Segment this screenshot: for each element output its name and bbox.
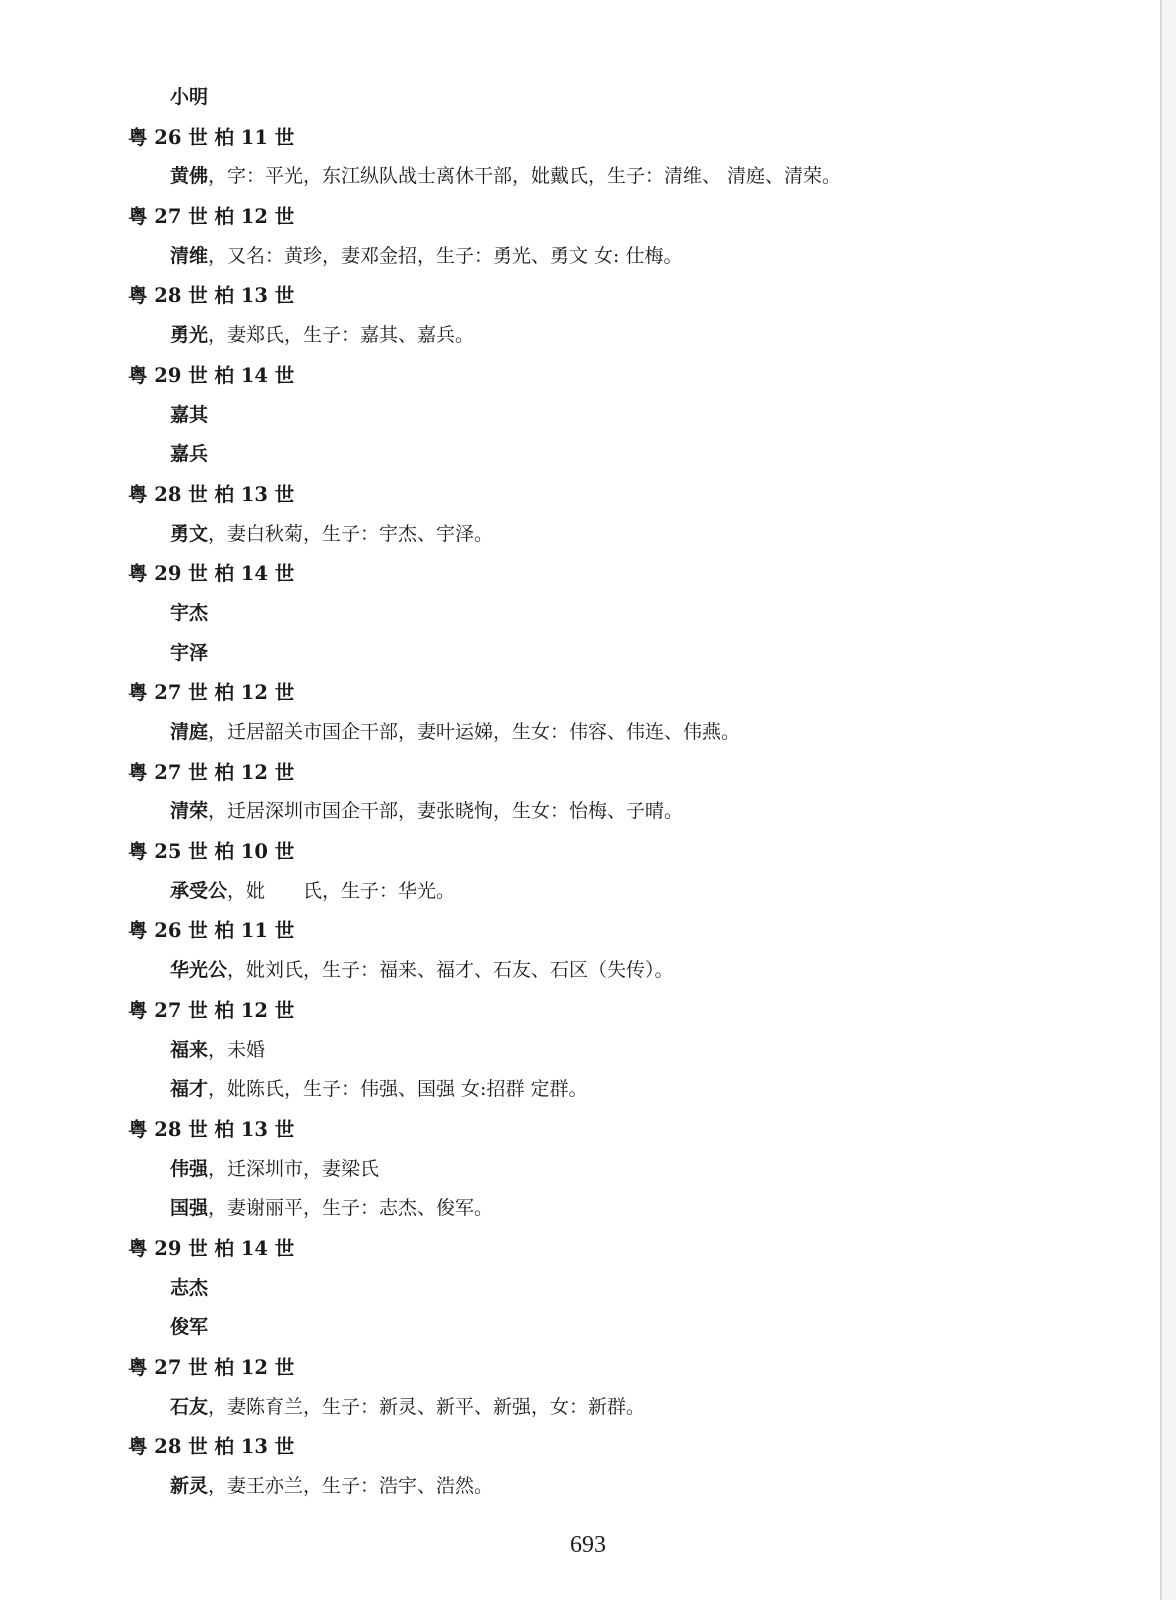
person-entry [0, 713, 1150, 753]
person-description: ，妻郑氏，生子：嘉其、嘉兵。 [208, 324, 475, 347]
person-description: ，妣刘氏，生子：福来、福才、石友、石区（失传）。 [227, 959, 674, 982]
generation-heading: 粤 27 世 柏 12 世 [128, 760, 295, 784]
person-description: ，迁居韶关市国企干部，妻叶运娣，生女：伟容、伟连、伟燕。 [208, 721, 741, 743]
person-entry [0, 157, 1150, 197]
person-description: ，字：平光，东江纵队战士离休干部，妣戴氏，生子：清维、 清庭、清荣。 [208, 165, 842, 188]
person-name: 嘉其 [170, 403, 209, 426]
person-name: 华光公 [170, 959, 228, 982]
generation-heading: 粤 29 世 柏 14 世 [128, 562, 295, 586]
generation-heading: 粤 28 世 柏 13 世 [128, 284, 295, 308]
person-name: 小明 [170, 86, 209, 108]
generation-heading: 粤 29 世 柏 14 世 [128, 363, 295, 387]
person-name: 宇杰 [170, 601, 209, 624]
person-description: ，迁居深圳市国企干部，妻张晓恂，生女：怡梅、子晴。 [208, 800, 684, 823]
person-name: 宇泽 [170, 641, 209, 664]
person-description: ，妻白秋菊，生子：宇杰、宇泽。 [208, 522, 494, 545]
person-entry [0, 951, 1150, 991]
person-name: 清庭 [170, 721, 209, 743]
person-description: ，妻王亦兰，生子：浩宇、浩然。 [208, 1475, 494, 1498]
person-entry [0, 594, 1150, 634]
generation-heading: 粤 26 世 柏 11 世 [128, 125, 295, 149]
person-entry [0, 78, 1150, 118]
person-entry [0, 1467, 1150, 1507]
person-entry [0, 1031, 1150, 1071]
person-name: 勇文 [170, 522, 209, 545]
person-description: ，妻陈育兰，生子：新灵、新平、新强，女：新群。 [208, 1395, 646, 1418]
person-entry [0, 792, 1150, 832]
person-entry [0, 1388, 1150, 1428]
person-description: ，又名：黄珍，妻邓金招，生子：勇光、勇文 女: 仕梅。 [208, 244, 683, 267]
generation-heading: 粤 28 世 柏 13 世 [128, 1435, 295, 1459]
generation-heading: 粤 28 世 柏 13 世 [128, 482, 295, 506]
person-name: 福才 [170, 1078, 209, 1101]
genealogy-text-body [0, 78, 1150, 1507]
person-entry [0, 1189, 1150, 1229]
person-entry [0, 515, 1150, 555]
person-name: 伟强 [170, 1157, 209, 1180]
person-entry [0, 316, 1150, 356]
person-description: ，妻谢丽平，生子：志杰、俊军。 [208, 1197, 494, 1220]
person-description: ，未婚 [208, 1038, 266, 1061]
person-description: ，妣陈氏，生子：伟强、国强 女:招群 定群。 [208, 1078, 588, 1101]
person-name: 福来 [170, 1038, 209, 1061]
page-number: 693 [570, 1532, 606, 1558]
generation-heading: 粤 27 世 柏 12 世 [128, 998, 295, 1022]
generation-heading: 粤 27 世 柏 12 世 [128, 205, 295, 229]
person-name: 国强 [170, 1197, 209, 1220]
person-entry [0, 1308, 1150, 1348]
generation-heading: 粤 25 世 柏 10 世 [128, 840, 295, 864]
person-entry [0, 396, 1150, 436]
person-name: 勇光 [170, 324, 209, 347]
generation-heading: 粤 27 世 柏 12 世 [128, 1356, 295, 1379]
person-entry [0, 872, 1150, 912]
scan-edge [1162, 0, 1176, 1600]
person-name: 清荣 [170, 800, 209, 823]
person-description: ，迁深圳市，妻梁氏 [208, 1157, 380, 1180]
generation-heading: 粤 26 世 柏 11 世 [128, 919, 295, 943]
person-name: 新灵 [170, 1475, 209, 1498]
person-name: 黄佛 [170, 165, 209, 188]
person-entry [0, 1070, 1150, 1110]
person-name: 志杰 [170, 1276, 209, 1299]
generation-heading: 粤 29 世 柏 14 世 [128, 1236, 295, 1260]
generation-heading: 粤 27 世 柏 12 世 [128, 681, 295, 705]
person-entry [0, 1150, 1150, 1190]
person-entry [0, 1269, 1150, 1309]
person-name: 嘉兵 [170, 443, 209, 466]
person-name: 清维 [170, 244, 209, 267]
scan-edge-line [1160, 0, 1162, 1600]
person-entry [0, 634, 1150, 674]
person-entry [0, 435, 1150, 475]
generation-heading: 粤 28 世 柏 13 世 [128, 1117, 295, 1141]
person-name: 俊军 [170, 1316, 209, 1339]
person-name: 石友 [170, 1395, 209, 1418]
person-description: ，妣 氏，生子：华光。 [227, 879, 456, 902]
person-entry [0, 237, 1150, 277]
person-name: 承受公 [170, 879, 228, 902]
